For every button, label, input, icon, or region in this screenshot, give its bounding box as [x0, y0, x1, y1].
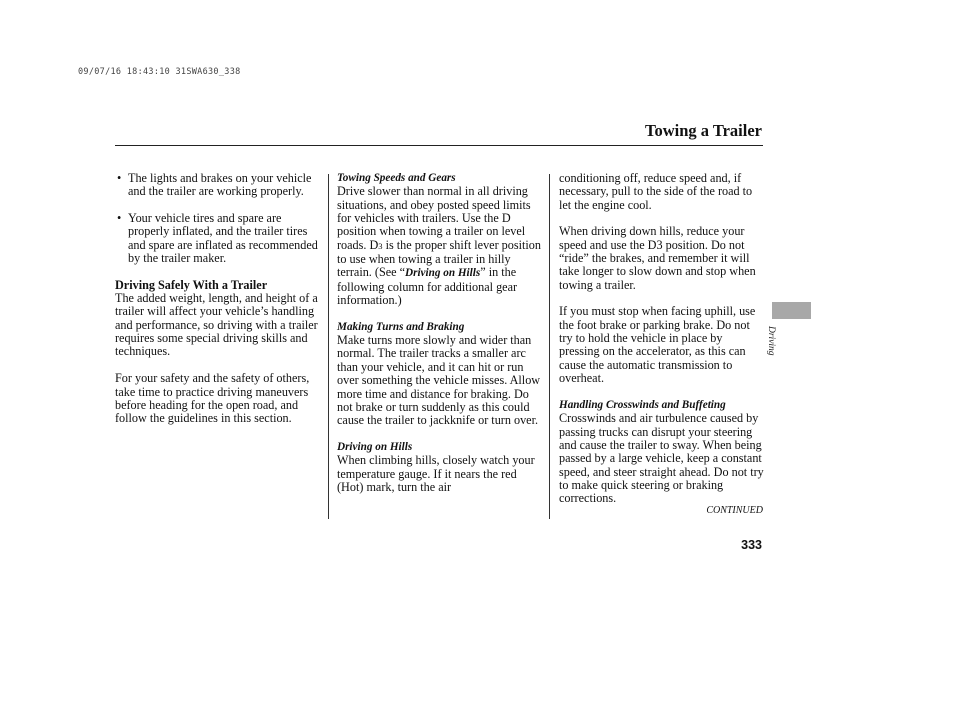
bullet-text: The lights and brakes on your vehicle and the trailer are working properly.: [128, 171, 312, 199]
paragraph: If you must stop when facing uphill, use the foot brake or parking brake. Do not try to hold the vehicle in place by pressing on the accelerator, as this can cause the automatic transmission to overheat.: [559, 304, 756, 386]
cross-reference: Driving on Hills: [405, 267, 481, 280]
page-title: Towing a Trailer: [644, 121, 762, 140]
subsection-heading: Handling Crosswinds and Buffeting: [559, 398, 726, 411]
paragraph: The added weight, length, and height of a trailer will affect your vehicle’s handling and performance, so driving with a trailer requires some special driving skills and techniques.: [115, 291, 318, 359]
subsection-heading: Driving on Hills: [337, 440, 413, 453]
column-1: [115, 172, 323, 439]
column-2: [337, 172, 543, 508]
text-run: Drive slower than normal in all driving situations, and obey posted speed limits for vehicles with trailers. Use the D position when towing a trailer on level roads. D: [337, 184, 531, 252]
side-tab-label: [766, 326, 788, 366]
title-rule: [115, 145, 763, 146]
paragraph: Make turns more slowly and wider than normal. The trailer tracks a smaller arc than your vehicle, and it can hit or run over something the vehicle misses. Allow more time and distance for braking. Do not brake or turn suddenly as this could cause the trailer to jackknife or turn over.: [337, 333, 541, 428]
subsection-heading: Making Turns and Braking: [337, 320, 465, 333]
page-number: 333: [741, 538, 762, 552]
side-tab-text: Driving: [766, 326, 776, 356]
subsection-heading: Towing Speeds and Gears: [337, 172, 456, 184]
bullet-text: Your vehicle tires and spare are properly inflated, and the trailer tires and spare are inflated as recommended by the trailer maker.: [128, 211, 318, 266]
paragraph: Crosswinds and air turbulence caused by passing trucks can disrupt your steering and cause the trailer to sway. When being passed by a large vehicle, keep a constant speed, and steer straight ahead. Do not try to make quick steering or braking corrections.: [559, 411, 764, 506]
print-stamp: 09/07/16 18:43:10 31SWA630_338: [78, 67, 241, 77]
text-run: ” in the following column for additional gear information.): [337, 265, 518, 308]
text-run: is the proper shift lever position to use when towing a trailer in hilly terrain. (See “: [337, 237, 541, 280]
column-divider: [328, 174, 329, 519]
bullet-item: [115, 172, 323, 199]
paragraph: When climbing hills, closely watch your temperature gauge. If it nears the red (Hot) mark, turn the air: [337, 453, 535, 494]
paragraph: When driving down hills, reduce your speed and use the D3 position. Do not “ride” the brakes, and remember it will take longer to slow down and stop when towing a trailer.: [559, 224, 756, 292]
section-heading: Driving Safely With a Trailer: [115, 277, 268, 292]
paragraph: For your safety and the safety of others, take time to practice driving maneuvers before heading for the open road, and follow the guidelines in this section.: [115, 371, 310, 426]
column-divider: [549, 174, 550, 519]
bullet-icon: •: [117, 211, 122, 226]
text-run: 3: [378, 240, 383, 251]
column-3: [559, 172, 765, 519]
paragraph: conditioning off, reduce speed and, if necessary, pull to the side of the road to let the engine cool.: [559, 171, 753, 212]
continued-label: CONTINUED: [706, 505, 763, 516]
bullet-item: [115, 212, 323, 265]
paragraph: [337, 185, 543, 307]
bullet-icon: •: [117, 171, 122, 185]
section-tab: [772, 302, 811, 319]
